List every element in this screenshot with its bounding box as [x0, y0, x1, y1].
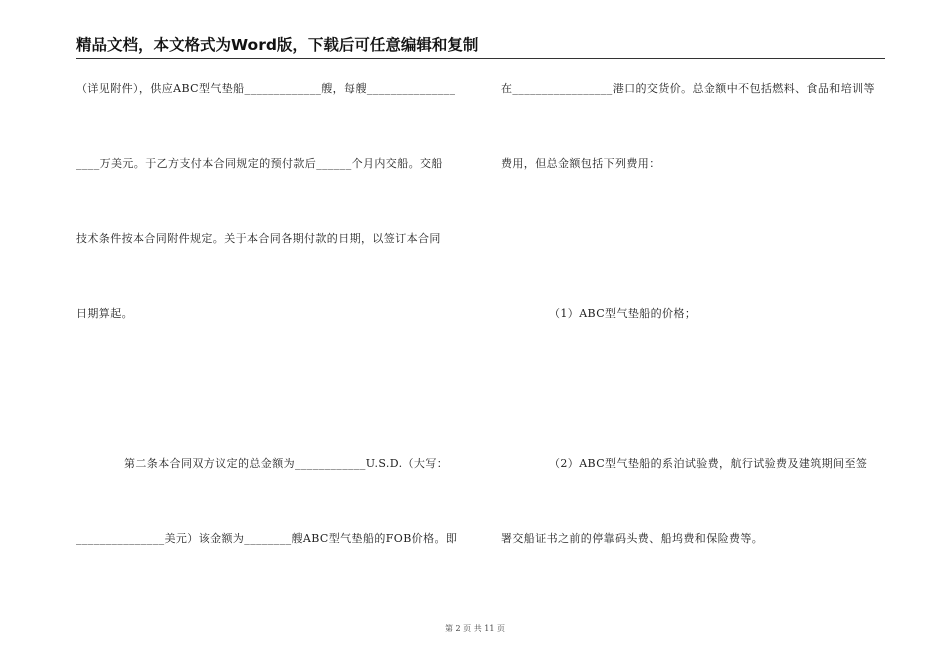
- right-line-3: （1）ABC型气垫船的价格；: [549, 307, 697, 320]
- left-line-5: 第二条本合同双方议定的总金额为____________U.S.D.（大写：: [124, 457, 449, 470]
- right-line-2: 费用，但总金额包括下列费用：: [501, 157, 661, 170]
- right-line-1: 在_________________港口的交货价。总金额中不包括燃料、食品和培训等: [501, 82, 875, 95]
- left-line-2: ____万美元。于乙方支付本合同规定的预付款后______个月内交船。交船: [76, 157, 443, 170]
- document-header-title: 精品文档，本文格式为Word版，下载后可任意编辑和复制: [76, 36, 479, 54]
- left-line-6: _______________美元）该金额为________艘ABC型气垫船的FOB价格。即: [76, 532, 458, 545]
- page-footer: 第 2 页 共 11 页: [445, 624, 505, 633]
- right-line-5: 署交船证书之前的停靠码头费、船坞费和保险费等。: [501, 532, 764, 545]
- left-line-4: 日期算起。: [76, 307, 133, 320]
- header-divider: [76, 58, 885, 59]
- right-line-4: （2）ABC型气垫船的系泊试验费，航行试验费及建筑期间至签: [549, 457, 868, 470]
- left-line-3: 技术条件按本合同附件规定。关于本合同各期付款的日期，以签订本合同: [76, 232, 441, 245]
- left-line-1: （详见附件），供应ABC型气垫船_____________艘，每艘_______________: [76, 82, 456, 95]
